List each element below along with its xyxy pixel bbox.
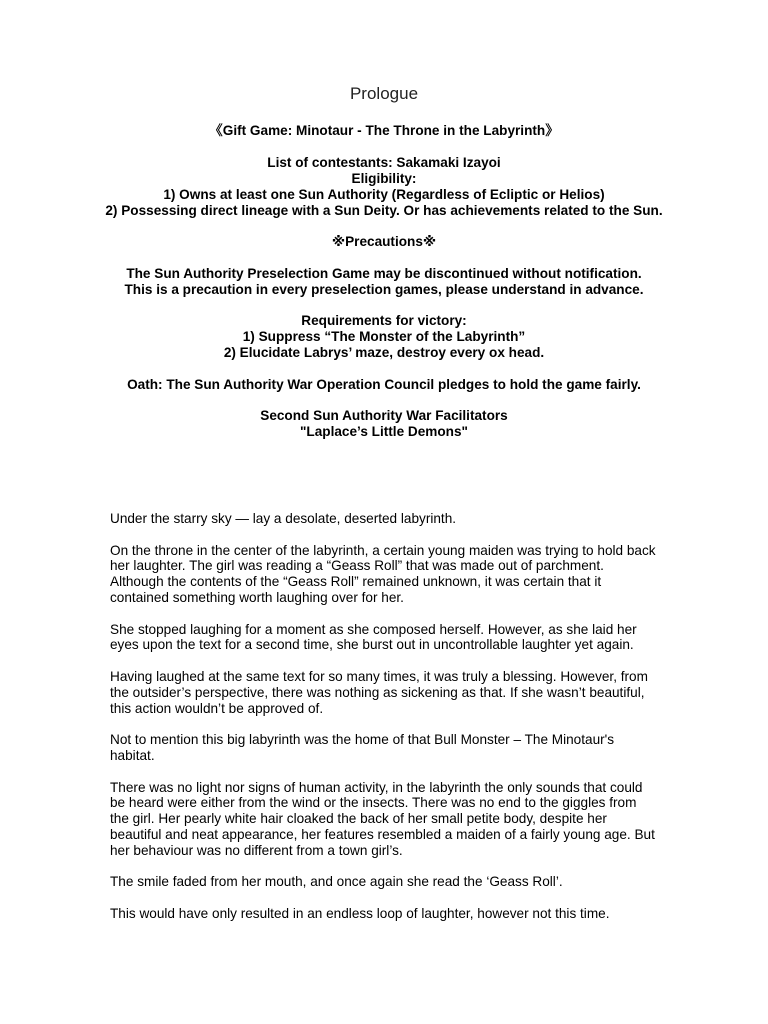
paragraph: Having laughed at the same text for so many times, it was truly a blessing. However, from the outsider’s perspective, there was nothing as sickening as that. If she wasn’t beautiful, this action wouldn’t be approved of. xyxy=(110,668,648,716)
paragraph: The smile faded from her mouth, and once again she read the ‘Geass Roll’. xyxy=(110,874,563,890)
gift-game-header xyxy=(60,123,708,456)
header-line: 2) Elucidate Labrys’ maze, destroy every ox head. xyxy=(223,345,545,360)
game-title xyxy=(60,123,708,139)
paragraph: Not to mention this big labyrinth was the home of that Bull Monster – The Minotaur's habitat. xyxy=(110,732,615,763)
header-line: 1) Owns at least one Sun Authority (Regardless of Ecliptic or Helios) xyxy=(163,186,605,202)
precautions-heading xyxy=(60,234,708,250)
story-body xyxy=(110,511,658,938)
header-line: 2) Possessing direct lineage with a Sun Deity. Or has achievements related to the Sun. xyxy=(105,202,663,218)
paragraph: On the throne in the center of the labyrinth, a certain young maiden was trying to hold back her laughter. The girl was reading a “Geass Roll” that was made out of parchment. Although the contents of the “Geass Roll” remained unknown, it was certain that it contained something worth laughing over for her. xyxy=(110,542,656,605)
header-line: Oath: The Sun Authority War Operation Council pledges to hold the game fairly. xyxy=(127,376,641,392)
page-title: Prologue xyxy=(349,84,419,103)
contestants-block xyxy=(60,155,708,219)
paragraph: She stopped laughing for a moment as she composed herself. However, as she laid her eyes upon the text for a second time, she burst out in uncontrollable laughter yet again. xyxy=(110,621,637,653)
header-line: List of contestants: Sakamaki Izayoi xyxy=(267,154,501,170)
paragraph: There was no light nor signs of human activity, in the labyrinth the only sounds that could be heard were either from the wind or the insects. There was no end to the giggles from the girl. Her pearly white hair cloaked the back of her small petite body, despite her beautiful and neat appearance, her features resembled a maiden of a fairly young age. But her behaviour was no different from a town girl’s. xyxy=(110,779,655,858)
victory-requirements-block xyxy=(60,313,708,361)
paragraph: This would have only resulted in an endless loop of laughter, however not this time. xyxy=(110,905,610,921)
header-line: The Sun Authority Preselection Game may be discontinued without notification. xyxy=(126,265,642,281)
header-line: Second Sun Authority War Facilitators xyxy=(260,408,508,423)
oath-block xyxy=(60,377,708,393)
header-line: "Laplace’s Little Demons" xyxy=(299,424,468,439)
header-line: 1) Suppress “The Monster of the Labyrinth” xyxy=(242,329,526,344)
paragraph: Under the starry sky — lay a desolate, deserted labyrinth. xyxy=(110,511,457,526)
header-line: 《Gift Game: Minotaur - The Throne in the Labyrinth》 xyxy=(209,123,559,138)
header-line: This is a precaution in every preselection games, please understand in advance. xyxy=(124,281,644,297)
facilitators-block xyxy=(60,408,708,440)
header-line: Requirements for victory: xyxy=(301,313,467,328)
header-line: Eligibility: xyxy=(351,170,417,186)
precautions-block xyxy=(60,266,708,298)
header-line: ※Precautions※ xyxy=(331,234,437,249)
